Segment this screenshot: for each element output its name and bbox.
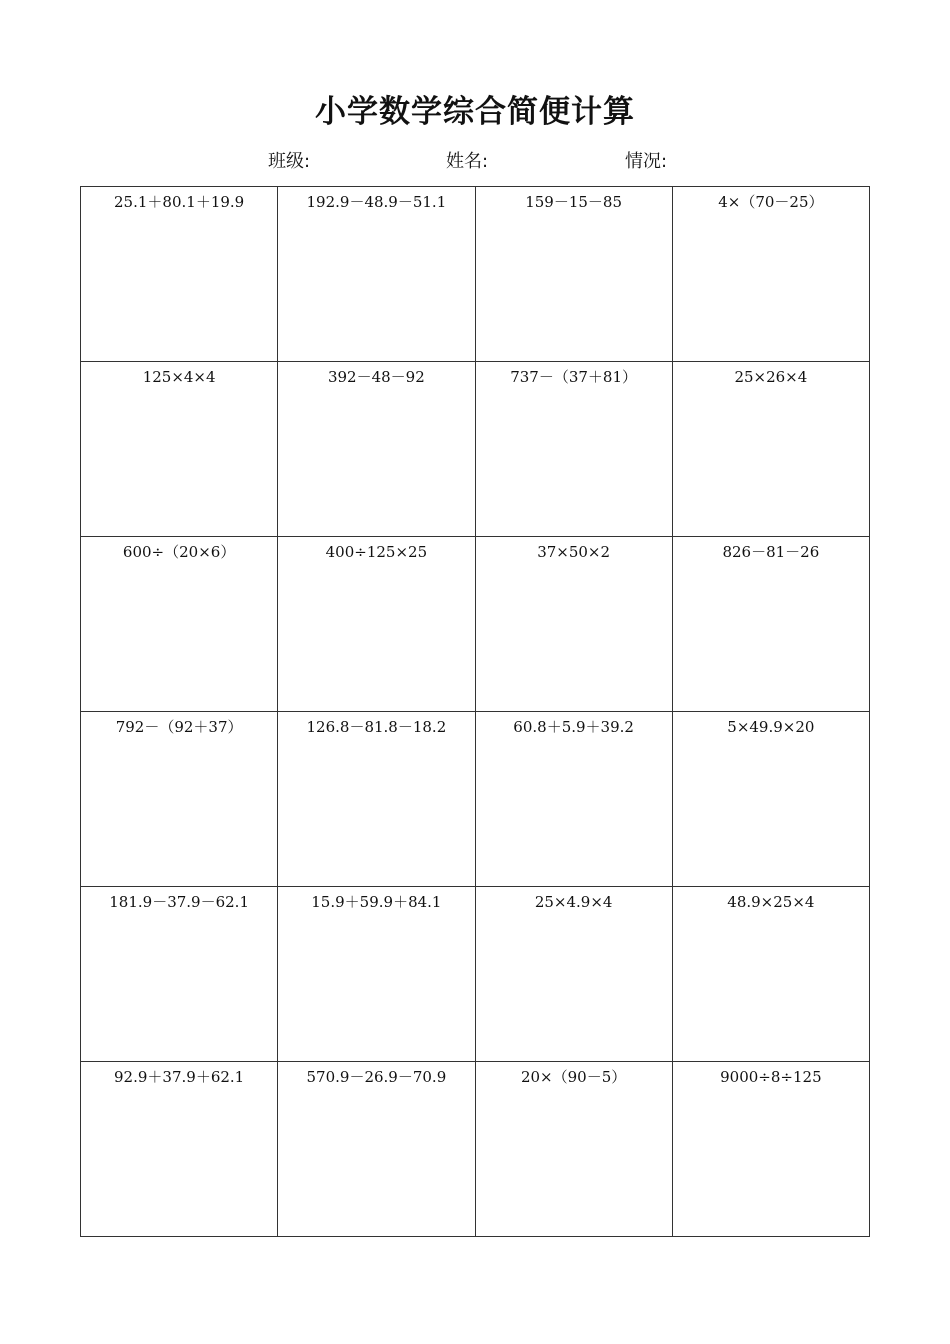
problem-cell[interactable]: 159－15－85: [475, 187, 672, 362]
problem-cell[interactable]: 192.9－48.9－51.1: [278, 187, 475, 362]
problem-cell[interactable]: 792－（92＋37）: [81, 712, 278, 887]
problem-cell[interactable]: 392－48－92: [278, 362, 475, 537]
problem-cell[interactable]: 126.8－81.8－18.2: [278, 712, 475, 887]
name-label: 姓名:: [446, 151, 489, 172]
problem-cell[interactable]: 15.9＋59.9＋84.1: [278, 887, 475, 1062]
problem-cell[interactable]: 400÷125×25: [278, 537, 475, 712]
problem-cell[interactable]: 600÷（20×6）: [81, 537, 278, 712]
worksheet-title: 小学数学综合简便计算: [315, 94, 635, 130]
problem-cell[interactable]: 4×（70－25）: [672, 187, 869, 362]
problem-cell[interactable]: 92.9＋37.9＋62.1: [81, 1062, 278, 1237]
problem-row: [81, 537, 870, 712]
problem-row: [81, 362, 870, 537]
problem-cell[interactable]: 181.9－37.9－62.1: [81, 887, 278, 1062]
problem-cell[interactable]: 9000÷8÷125: [672, 1062, 869, 1237]
class-label: 班级:: [268, 151, 311, 172]
problem-cell[interactable]: 826－81－26: [672, 537, 869, 712]
problem-row: [81, 712, 870, 887]
problem-row: [81, 1062, 870, 1237]
problem-cell[interactable]: 37×50×2: [475, 537, 672, 712]
problem-row: [81, 187, 870, 362]
problem-row: [81, 887, 870, 1062]
problem-cell[interactable]: 737－（37＋81）: [475, 362, 672, 537]
problem-cell[interactable]: 25.1＋80.1＋19.9: [81, 187, 278, 362]
problem-cell[interactable]: 20×（90－5）: [475, 1062, 672, 1237]
problem-cell[interactable]: 60.8＋5.9＋39.2: [475, 712, 672, 887]
status-label: 情况:: [625, 151, 668, 172]
problem-cell[interactable]: 570.9－26.9－70.9: [278, 1062, 475, 1237]
problem-grid: [80, 186, 870, 1237]
problem-cell[interactable]: 5×49.9×20: [672, 712, 869, 887]
problem-cell[interactable]: 48.9×25×4: [672, 887, 869, 1062]
problem-cell[interactable]: 25×26×4: [672, 362, 869, 537]
problem-cell[interactable]: 25×4.9×4: [475, 887, 672, 1062]
problem-cell[interactable]: 125×4×4: [81, 362, 278, 537]
